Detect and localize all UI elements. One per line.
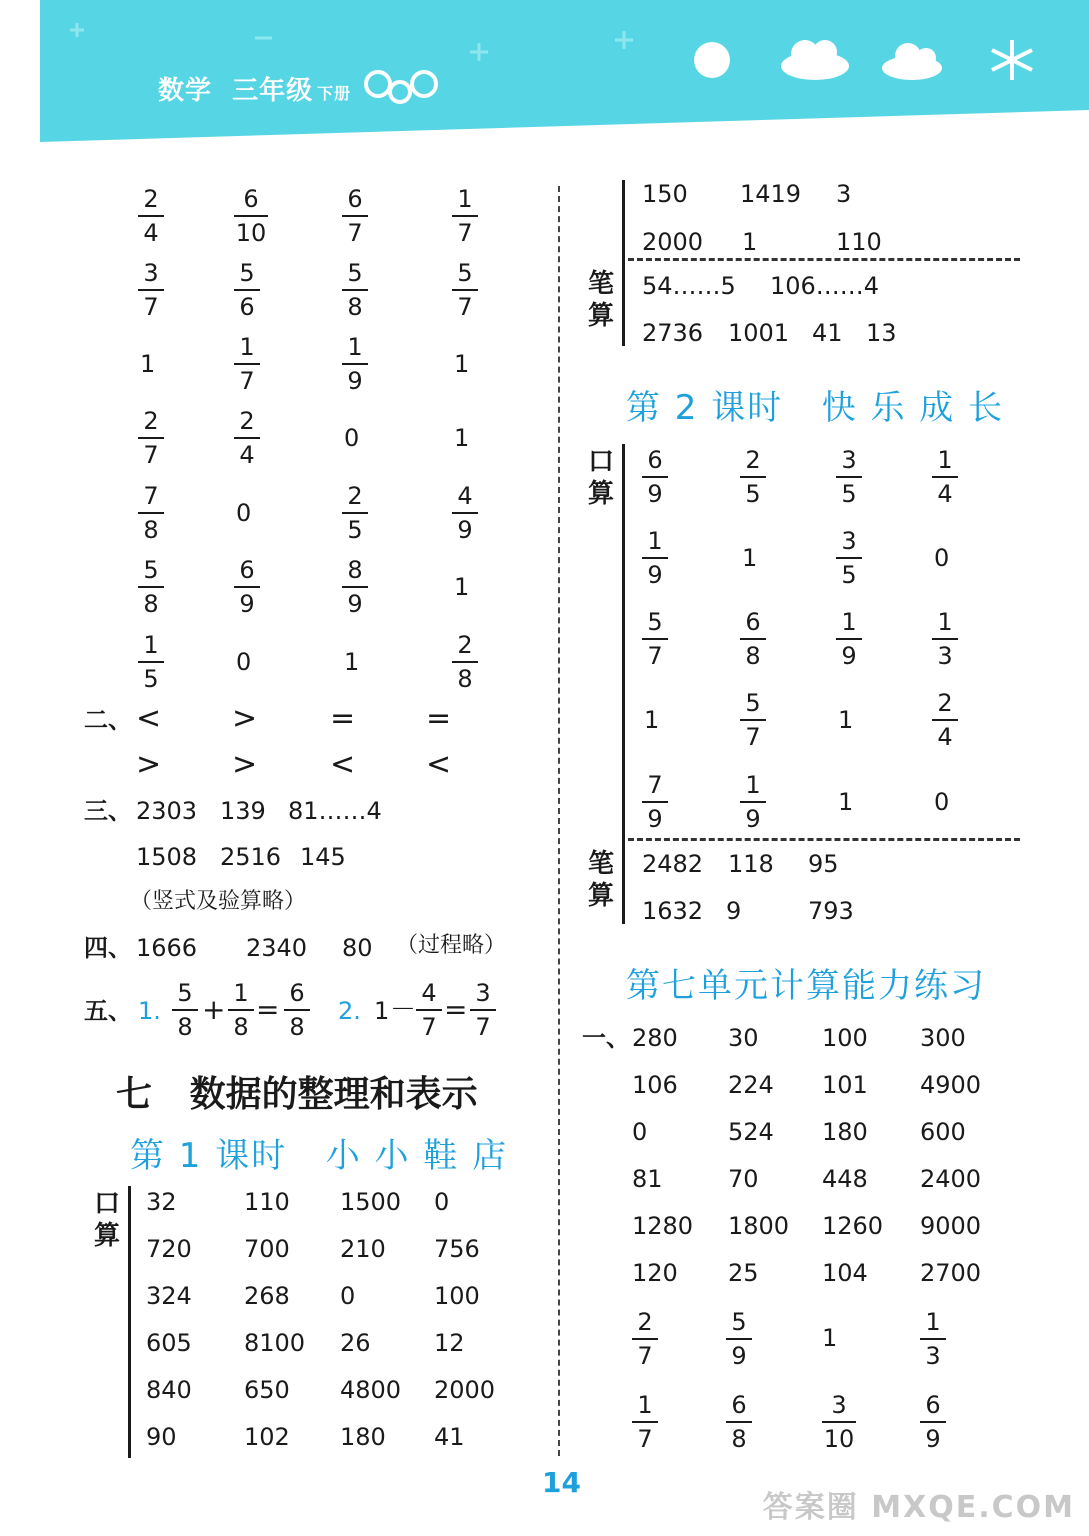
fraction: 6 8	[284, 978, 310, 1042]
answer: 0	[934, 544, 950, 572]
numerator: 1	[745, 771, 761, 799]
answer: 110	[244, 1188, 290, 1216]
answer: 102	[244, 1423, 290, 1451]
unit-heading: 第七单元计算能力练习	[626, 966, 986, 1006]
denominator: 7	[647, 642, 663, 670]
denominator: 9	[647, 480, 663, 508]
answer: 120	[632, 1259, 678, 1287]
fraction	[138, 555, 164, 619]
answer: 0	[434, 1188, 450, 1216]
answer: 1280	[632, 1212, 694, 1240]
denominator: 7	[143, 441, 159, 469]
answer: 104	[822, 1259, 868, 1287]
header-title	[158, 70, 351, 107]
answer: 2000	[434, 1376, 496, 1404]
fraction	[932, 607, 958, 671]
answer: 280	[632, 1024, 678, 1052]
lesson-number: 第 2 课时	[626, 388, 784, 428]
answer: >	[232, 747, 258, 782]
numerator: 2	[143, 185, 159, 213]
numerator: 4	[457, 482, 473, 510]
denominator: 9	[841, 642, 857, 670]
denominator: 7	[143, 293, 159, 321]
denominator: 9	[731, 1342, 747, 1370]
numerator: 6	[239, 556, 255, 584]
fraction	[452, 630, 478, 694]
answer: =	[426, 701, 452, 736]
answer: 0	[632, 1118, 648, 1146]
fraction	[726, 1307, 752, 1371]
fraction	[920, 1307, 946, 1371]
fraction	[740, 688, 766, 752]
fraction	[234, 258, 260, 322]
denominator: 3	[925, 1342, 941, 1370]
divider-line	[622, 180, 625, 346]
answer: 106……4	[770, 272, 880, 300]
numerator: 2	[143, 407, 159, 435]
denominator: 10	[823, 1425, 855, 1453]
fraction	[138, 184, 164, 248]
answer: <	[136, 701, 162, 736]
numerator: 6	[347, 185, 363, 213]
fraction	[642, 770, 668, 834]
answer: 324	[146, 1282, 192, 1310]
fraction	[642, 526, 668, 590]
answer: 95	[808, 850, 839, 878]
item-1-marker: 1.	[138, 997, 161, 1025]
fraction	[452, 481, 478, 545]
answer: 1419	[740, 180, 802, 208]
answer: 180	[340, 1423, 386, 1451]
denominator: 5	[347, 516, 363, 544]
answer: 106	[632, 1071, 678, 1099]
denominator: 7	[457, 219, 473, 247]
answer: 1	[742, 544, 758, 572]
numerator: 2	[637, 1308, 653, 1336]
written-label: 笔算	[587, 269, 614, 331]
subject: 数学	[158, 76, 213, 106]
plus-sign: +	[202, 993, 226, 1026]
numerator: 7	[143, 482, 159, 510]
denominator: 4	[937, 480, 953, 508]
fraction	[740, 445, 766, 509]
answer: 1	[838, 706, 854, 734]
fraction	[342, 555, 368, 619]
equals-sign: =	[256, 993, 280, 1026]
answer: 41	[812, 319, 843, 347]
answer: 700	[244, 1235, 290, 1263]
unit-section-label: 一、	[582, 1024, 630, 1052]
answer: 0	[934, 788, 950, 816]
denominator: 5	[143, 665, 159, 693]
numerator: 1	[937, 446, 953, 474]
answer: 9	[726, 897, 742, 925]
denominator: 9	[457, 516, 473, 544]
chapter-title: 数据的整理和表示	[189, 1074, 478, 1115]
watermark: 答案圈 MXQE.COM	[762, 1490, 1075, 1525]
fraction	[234, 555, 260, 619]
section-3-note: （竖式及验算略）	[130, 889, 307, 914]
numerator: 5	[731, 1308, 747, 1336]
denominator: 9	[647, 561, 663, 589]
answer: 4900	[920, 1071, 982, 1099]
answer: 13	[866, 319, 897, 347]
chapter-number: 七	[116, 1074, 153, 1115]
numerator: 5	[239, 259, 255, 287]
fraction	[342, 184, 368, 248]
answer: 1	[644, 706, 660, 734]
answer: 8100	[244, 1329, 306, 1357]
answer: 81	[632, 1165, 663, 1193]
denominator: 7	[637, 1342, 653, 1370]
numerator: 6	[731, 1391, 747, 1419]
fraction	[342, 258, 368, 322]
numerator: 2	[457, 631, 473, 659]
numerator: 5	[647, 608, 663, 636]
section-4-note: （过程略）	[396, 933, 507, 958]
numerator: 2	[347, 482, 363, 510]
denominator: 4	[937, 723, 953, 751]
numerator: 5	[347, 259, 363, 287]
answer: 524	[728, 1118, 774, 1146]
numerator: 8	[347, 556, 363, 584]
fraction	[234, 184, 268, 248]
answer: 1666	[136, 934, 198, 962]
numerator: 1	[637, 1391, 653, 1419]
answer: 2736	[642, 319, 704, 347]
fraction	[632, 1390, 658, 1454]
answer: 32	[146, 1188, 177, 1216]
denominator: 9	[239, 590, 255, 618]
answer: 756	[434, 1235, 480, 1263]
fraction	[740, 770, 766, 834]
section-3-label: 三、	[84, 797, 132, 825]
oral-label: 口算	[93, 1189, 120, 1251]
fraction	[932, 688, 958, 752]
numerator: 6	[745, 608, 761, 636]
answer: 1	[838, 788, 854, 816]
answer: 41	[434, 1423, 465, 1451]
numerator: 1	[143, 631, 159, 659]
numerator: 5	[143, 556, 159, 584]
answer: 1	[140, 350, 156, 378]
denominator: 5	[841, 561, 857, 589]
denominator: 7	[637, 1425, 653, 1453]
answer: 650	[244, 1376, 290, 1404]
sun-icon	[694, 42, 730, 78]
answer: 110	[836, 228, 882, 256]
answer: 2340	[246, 934, 308, 962]
fraction: 4 7	[416, 978, 442, 1042]
divider-line	[128, 1186, 131, 1458]
numerator: 1	[937, 608, 953, 636]
answer: 2303	[136, 797, 198, 825]
answer: 70	[728, 1165, 759, 1193]
denominator: 9	[647, 805, 663, 833]
denominator: 9	[925, 1425, 941, 1453]
answer: 0	[236, 648, 252, 676]
answer: 1	[454, 573, 470, 601]
answer: 2700	[920, 1259, 982, 1287]
answer: 2000	[642, 228, 704, 256]
answer: 4800	[340, 1376, 402, 1404]
section-2-label: 二、	[84, 706, 132, 734]
numerator: 3	[143, 259, 159, 287]
lesson-name: 快 乐 成 长	[821, 388, 1005, 428]
numerator: 3	[831, 1391, 847, 1419]
numerator: 3	[841, 446, 857, 474]
grade: 三年级	[232, 76, 314, 106]
fraction	[452, 258, 478, 322]
fraction	[632, 1307, 658, 1371]
answer: 1	[454, 350, 470, 378]
answer: 100	[434, 1282, 480, 1310]
denominator: 8	[731, 1425, 747, 1453]
answer: 118	[728, 850, 774, 878]
denominator: 9	[745, 805, 761, 833]
fraction	[234, 332, 260, 396]
answer: >	[136, 747, 162, 782]
dashed-separator	[628, 838, 1020, 841]
denominator: 4	[143, 219, 159, 247]
numerator: 2	[745, 446, 761, 474]
fraction: 1 8	[228, 978, 254, 1042]
answer: 90	[146, 1423, 177, 1451]
answer: 25	[728, 1259, 759, 1287]
numerator: 1	[347, 333, 363, 361]
answer: 101	[822, 1071, 868, 1099]
fraction	[138, 630, 164, 694]
denominator: 8	[347, 293, 363, 321]
denominator: 8	[457, 665, 473, 693]
fraction	[452, 184, 478, 248]
fraction	[726, 1390, 752, 1454]
volume: 下册	[317, 84, 352, 103]
divider-line	[622, 444, 625, 924]
denominator: 10	[235, 219, 267, 247]
fraction	[740, 607, 766, 671]
numerator: 3	[841, 527, 857, 555]
answer: 600	[920, 1118, 966, 1146]
written-label: 笔算	[587, 849, 614, 911]
lesson-2-heading	[626, 380, 1004, 429]
dashed-separator	[628, 258, 1020, 261]
item-2-marker: 2.	[338, 997, 361, 1025]
equals-sign: =	[444, 993, 468, 1026]
denominator: 7	[457, 293, 473, 321]
section-5-label: 五、	[84, 997, 132, 1025]
numerator: 6	[647, 446, 663, 474]
answer: 54……5	[642, 272, 736, 300]
column-divider	[558, 186, 560, 1456]
answer: 605	[146, 1329, 192, 1357]
fraction	[642, 445, 668, 509]
fraction	[836, 607, 862, 671]
answer: 1632	[642, 897, 704, 925]
fraction	[642, 607, 668, 671]
answer: 793	[808, 897, 854, 925]
answer: 224	[728, 1071, 774, 1099]
answer: 1800	[728, 1212, 790, 1240]
answer: 448	[822, 1165, 868, 1193]
fraction	[138, 481, 164, 545]
answer: 2400	[920, 1165, 982, 1193]
answer: 150	[642, 180, 688, 208]
denominator: 9	[347, 590, 363, 618]
fraction: 5 8	[172, 978, 198, 1042]
answer: 1	[822, 1324, 838, 1352]
answer: 180	[822, 1118, 868, 1146]
chapter-heading	[116, 1066, 478, 1117]
answer: <	[330, 747, 356, 782]
answer: 139	[220, 797, 266, 825]
numerator: 6	[925, 1391, 941, 1419]
fraction	[836, 445, 862, 509]
fraction	[822, 1390, 856, 1454]
answer: 2516	[220, 843, 282, 871]
numerator: 1	[925, 1308, 941, 1336]
denominator: 9	[347, 367, 363, 395]
denominator: 7	[239, 367, 255, 395]
answer: 1	[742, 228, 758, 256]
answer: 0	[236, 499, 252, 527]
lesson-name: 小 小 鞋 店	[325, 1136, 509, 1176]
answer: 81……4	[288, 797, 382, 825]
lesson-1-heading	[130, 1128, 508, 1177]
fraction	[836, 526, 862, 590]
lesson-number: 第 1 课时	[130, 1136, 288, 1176]
answer: 145	[300, 843, 346, 871]
numerator: 2	[239, 407, 255, 435]
denominator: 5	[841, 480, 857, 508]
numerator: 1	[239, 333, 255, 361]
answer: 30	[728, 1024, 759, 1052]
denominator: 7	[347, 219, 363, 247]
answer: 210	[340, 1235, 386, 1263]
denominator: 6	[239, 293, 255, 321]
answer: 2482	[642, 850, 704, 878]
answer: 1001	[728, 319, 790, 347]
fraction	[342, 481, 368, 545]
term: 1	[374, 997, 390, 1025]
answer: 9000	[920, 1212, 982, 1240]
denominator: 3	[937, 642, 953, 670]
numerator: 1	[457, 185, 473, 213]
numerator: 2	[937, 689, 953, 717]
answer: 1	[454, 424, 470, 452]
answer: 100	[822, 1024, 868, 1052]
fraction: 3 7	[470, 978, 496, 1042]
fraction	[342, 332, 368, 396]
denominator: 8	[143, 516, 159, 544]
page-number: 14	[542, 1466, 581, 1499]
answer: 840	[146, 1376, 192, 1404]
answer: 3	[836, 180, 852, 208]
denominator: 7	[745, 723, 761, 751]
fraction	[138, 406, 164, 470]
answer: 268	[244, 1282, 290, 1310]
answer: 1508	[136, 843, 198, 871]
numerator: 6	[243, 185, 259, 213]
answer: 26	[340, 1329, 371, 1357]
numerator: 5	[745, 689, 761, 717]
answer: <	[426, 747, 452, 782]
oral-label: 口算	[587, 447, 614, 509]
numerator: 1	[647, 527, 663, 555]
answer: 1500	[340, 1188, 402, 1216]
numerator: 5	[457, 259, 473, 287]
answer: 0	[344, 424, 360, 452]
answer: >	[232, 701, 258, 736]
denominator: 5	[745, 480, 761, 508]
fraction	[920, 1390, 946, 1454]
answer: 1260	[822, 1212, 884, 1240]
denominator: 8	[143, 590, 159, 618]
answer: 0	[340, 1282, 356, 1310]
answer: 1	[344, 648, 360, 676]
section-4-label: 四、	[84, 934, 132, 962]
denominator: 8	[745, 642, 761, 670]
minus-sign: －	[390, 995, 417, 1025]
answer: 80	[342, 934, 373, 962]
numerator: 7	[647, 771, 663, 799]
fraction	[234, 406, 260, 470]
answer: 300	[920, 1024, 966, 1052]
answer: 720	[146, 1235, 192, 1263]
page-header	[40, 0, 1089, 142]
answer: 12	[434, 1329, 465, 1357]
numerator: 1	[841, 608, 857, 636]
answer: =	[330, 701, 356, 736]
denominator: 4	[239, 441, 255, 469]
fraction	[932, 445, 958, 509]
fraction	[138, 258, 164, 322]
